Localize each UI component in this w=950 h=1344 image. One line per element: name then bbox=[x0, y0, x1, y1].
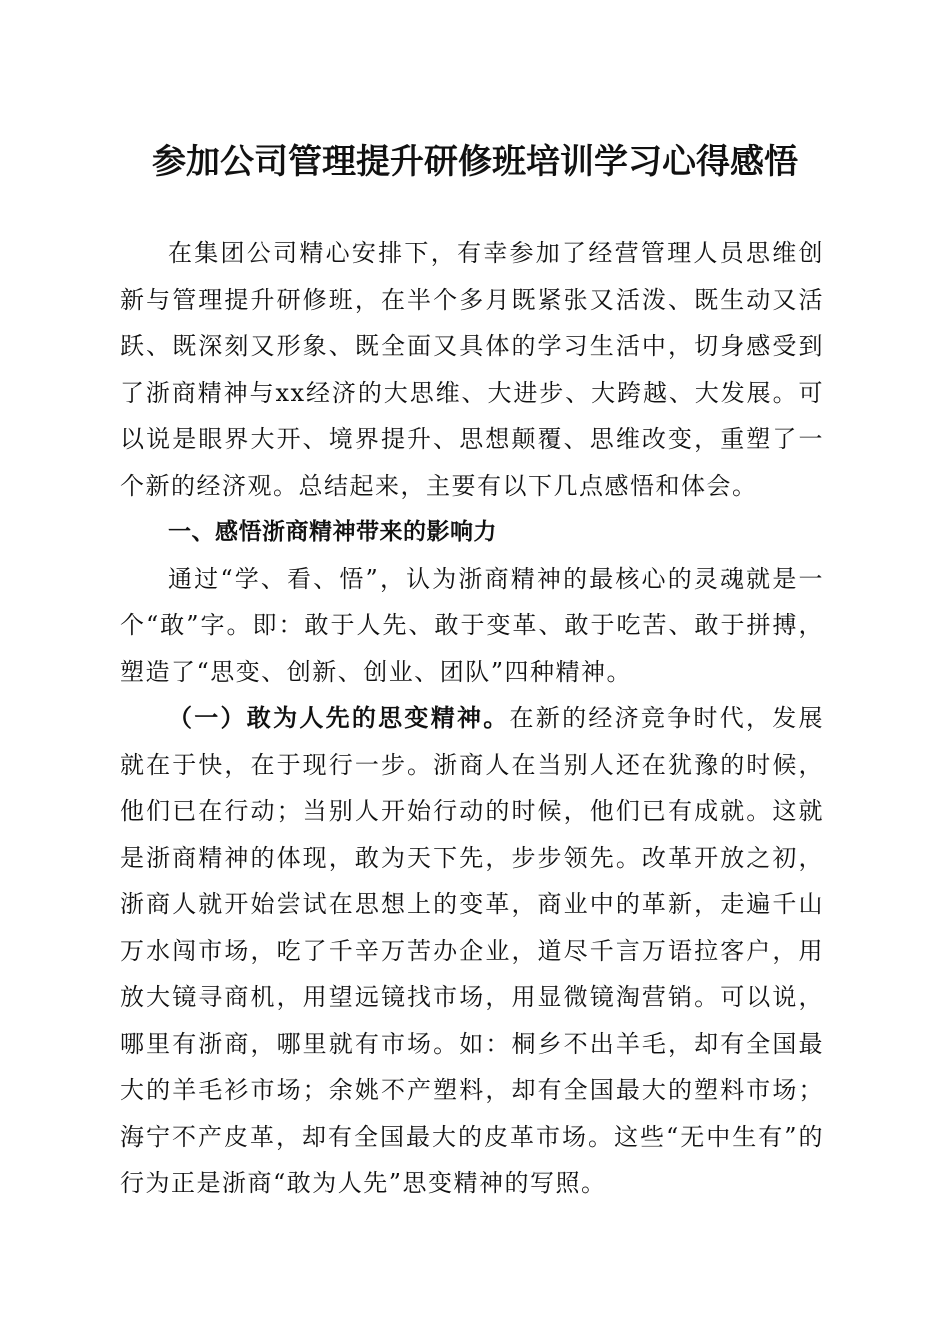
subsection-text: 在新的经济竞争时代，发展就在于快，在于现行一步。浙商人在当别人还在犹豫的时候，他们已在行动；当别人开始行动的时候，他们已有成就。这就是浙商精神的体现，敢为天下先，步步领先。改革开放之初，浙商人就开始尝试在思想上的变革，商业中的革新，走遍千山万水闯市场，吃了千辛万苦办企业，道尽千言万语拉客户，用放大镜寻商机，用望远镜找市场，用显微镜淘营销。可以说，哪里有浙商，哪里就有市场。如：桐乡不出羊毛，却有全国最大的羊毛衫市场；余姚不产塑料，却有全国最大的塑料市场；海宁不产皮革，却有全国最大的皮革市场。这些“无中生有”的行为正是浙商“敢为人先”思变精神的写照。 bbox=[120, 704, 825, 1197]
intro-paragraph: 在集团公司精心安排下，有幸参加了经营管理人员思维创新与管理提升研修班，在半个多月既紧张又活泼、既生动又活跃、既深刻又形象、既全面又具体的学习生活中，切身感受到了浙商精神与xx经济的大思维、大进步、大跨越、大发展。可以说是眼界大开、境界提升、思想颠覆、思维改变，重塑了一个新的经济观。总结起来，主要有以下几点感悟和体会。 bbox=[120, 239, 824, 500]
subsection-paragraph bbox=[120, 695, 824, 1207]
document-body bbox=[120, 230, 824, 1207]
document-title: 参加公司管理提升研修班培训学习心得感悟 bbox=[152, 142, 798, 182]
subsection-lead: （一）敢为人先的思变精神。 bbox=[168, 704, 510, 732]
section-heading: 一、感悟浙商精神带来的影响力 bbox=[168, 519, 497, 545]
section-paragraph: 通过“学、看、悟”，认为浙商精神的最核心的灵魂就是一个“敢”字。即：敢于人先、敢于变革、敢于吃苦、敢于拼搏，塑造了“思变、创新、创业、团队”四种精神。 bbox=[120, 564, 824, 686]
